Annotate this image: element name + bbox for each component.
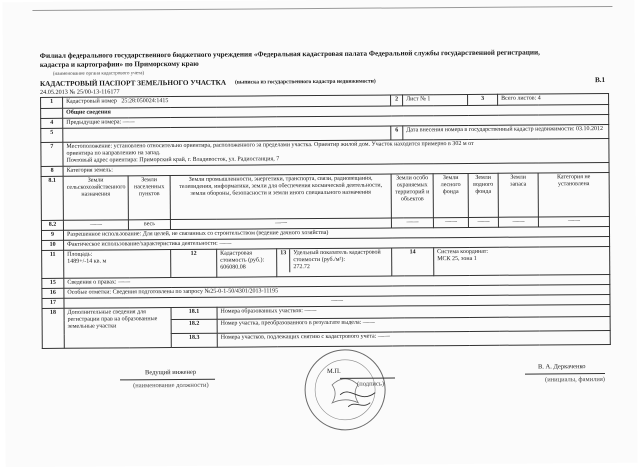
formed-parcels-value: —— bbox=[304, 308, 317, 315]
cell-num: 12 bbox=[171, 249, 217, 277]
cost-label: Кадастровая стоимость (руб.): bbox=[220, 250, 265, 264]
sheet-number bbox=[403, 94, 468, 105]
entry-date-value: 03.10.2012 bbox=[575, 126, 603, 133]
special-notes: Особые отметки: Сведения подготовлены по запросу №25-0-1-50/4301/2013-11195 bbox=[64, 284, 610, 298]
removed-parcels-label: Номера участков, подлежащих снятию с кадастрового учета: bbox=[220, 333, 377, 341]
general-header: Общие сведения bbox=[63, 104, 609, 118]
entry-date bbox=[403, 124, 609, 139]
total-label: Всего листов: bbox=[501, 95, 537, 102]
coord-value: МСК 25, зона 1 bbox=[437, 255, 477, 263]
row-num: 15 bbox=[42, 278, 64, 288]
document-page bbox=[2, 0, 637, 467]
doc-title: КАДАСТРОВЫЙ ПАСПОРТ ЗЕМЕЛЬНОГО УЧАСТКА bbox=[39, 78, 227, 88]
org-line-1: Филиал федерального государственного бюджетного учреждения «Федеральная кадастровая палата Федеральной службы государственной регистрации, bbox=[39, 48, 540, 60]
category-value: —— bbox=[538, 216, 609, 226]
specific-cost-label: Удельный показатель кадастровой стоимости (руб./м²): bbox=[293, 249, 381, 264]
signer-position: Ведущий инженер bbox=[144, 368, 197, 377]
row-num: 4 bbox=[41, 118, 63, 128]
org-caption: (наименование органа кадастрового учета) bbox=[52, 71, 145, 77]
row-num: 6 bbox=[391, 126, 403, 140]
date-number: 24.05.2013 № 25/00-13-116177 bbox=[39, 88, 120, 96]
category-header: Категория не установлена bbox=[538, 172, 609, 216]
cadastral-cost bbox=[217, 249, 277, 277]
category-value: —— bbox=[433, 217, 468, 227]
row-num: 10 bbox=[42, 240, 64, 250]
location-line-1: Местоположение: установлено относительно ориентира, расположенного за пределами участка. Ориентир жилой дом. Участок находится примерно в 302 м от bbox=[66, 140, 474, 150]
sheet-num-cell: 2 bbox=[391, 95, 403, 106]
removed-parcels bbox=[217, 330, 610, 347]
category-value: —— bbox=[468, 217, 498, 227]
category-header: Земли особо охраняемых территорий и объектов bbox=[391, 174, 433, 218]
row-num: 8.1 bbox=[41, 176, 63, 220]
official-seal bbox=[300, 345, 391, 436]
category-header: Земли запаса bbox=[498, 173, 538, 217]
coordinate-system bbox=[434, 246, 610, 275]
cell-13-wrap bbox=[277, 248, 392, 277]
row-num: 18 bbox=[42, 308, 64, 348]
name-line bbox=[525, 373, 605, 375]
additional-info-label: Дополнительные сведения для регистрации прав на образованные земельные участки bbox=[64, 308, 171, 349]
category-value: весь bbox=[128, 220, 170, 230]
sub-row-num: 18.3 bbox=[171, 333, 217, 347]
previous-numbers-label: Предыдущие номера: bbox=[66, 119, 122, 126]
total-value: 4 bbox=[537, 95, 541, 102]
row-num: 8 bbox=[41, 166, 63, 176]
row-num: 9 bbox=[41, 230, 63, 240]
transformed-parcel-label: Номер участка, преобразованного в результате выдела: bbox=[220, 319, 362, 327]
category-header: Земли населенных пунктов bbox=[128, 176, 170, 220]
cell-num: 13 bbox=[277, 249, 290, 272]
transformed-parcel-value: —— bbox=[362, 319, 375, 326]
sub-row-num: 18.2 bbox=[171, 319, 217, 333]
rights-value: —— bbox=[118, 279, 131, 286]
row-8-1 bbox=[41, 172, 609, 220]
actual-use-label: Фактическое использование/характеристика деятельности: bbox=[67, 240, 218, 248]
org-line-2: кадастра и картографии» по Приморскому краю bbox=[39, 59, 199, 69]
signer-name: В. А. Деркаченко bbox=[537, 363, 586, 371]
area bbox=[64, 250, 171, 279]
category-header: Земли промышленности, энергетики, транспорта, связи, радиовещания, телевидения, информатики, земли для обеспечения космической деятельности, земли обороны, безопасности и земли иного специального назначения bbox=[170, 174, 391, 220]
category-header: Земли водного фонда bbox=[468, 173, 498, 217]
coord-label: Система координат: bbox=[437, 248, 489, 256]
position-line bbox=[120, 379, 215, 381]
sheet-value: 1 bbox=[427, 96, 431, 103]
row-num: 1 bbox=[41, 97, 63, 108]
formed-parcels-label: Номера образованных участков: bbox=[220, 308, 303, 315]
area-label: Площадь: bbox=[67, 251, 93, 258]
doc-subtitle: (выписка из государственного кадастра недвижимости) bbox=[234, 78, 376, 86]
land-category-label: Категория земель: bbox=[63, 162, 609, 176]
total-sheets bbox=[498, 93, 609, 105]
category-value: —— bbox=[498, 217, 538, 227]
sheet-label: Лист № bbox=[406, 96, 426, 103]
postal-address: Почтовый адрес ориентира: Приморский край, г. Владивосток, ул. Радиостанция, 7 bbox=[66, 156, 280, 164]
row-num: 17 bbox=[42, 298, 64, 308]
row-num: 5 bbox=[41, 128, 63, 142]
location-line-2: ориентира по направлению на запад. bbox=[66, 150, 161, 157]
area-value: 1489+/-14 кв. м bbox=[67, 258, 107, 265]
row-num: 8.2 bbox=[41, 220, 63, 230]
category-header: Земли лесного фонда bbox=[433, 173, 468, 217]
previous-numbers-value: —— bbox=[122, 119, 135, 126]
sub-row-num: 18.1 bbox=[171, 307, 217, 319]
row-11 bbox=[42, 246, 610, 278]
sign-caption: (подпись) bbox=[357, 380, 385, 388]
permitted-use: Разрешенное использование: Для целей, не связанных со строительством (ведение дачного хозяйства) bbox=[63, 226, 609, 240]
category-value: —— bbox=[391, 218, 433, 228]
row-17-value: —— bbox=[64, 294, 610, 308]
name-caption: (инициалы, фамилия) bbox=[545, 376, 605, 384]
cad-label: Кадастровый номер bbox=[66, 98, 117, 105]
category-value: —— bbox=[63, 220, 128, 230]
specific-cost bbox=[290, 249, 391, 273]
cad-value: 25:28:050024:1415 bbox=[121, 98, 169, 105]
row-num: 11 bbox=[42, 250, 64, 278]
cell-num: 14 bbox=[392, 248, 434, 276]
row-num: 7 bbox=[41, 142, 63, 166]
seal-mp: М.П. bbox=[326, 367, 341, 375]
position-caption: (наименование должности) bbox=[133, 381, 209, 390]
specific-cost-value: 272.72 bbox=[293, 264, 310, 271]
actual-use-value: —— bbox=[219, 240, 232, 247]
removed-parcels-value: —— bbox=[377, 333, 390, 340]
entry-date-label: Дата внесения номера в государственный кадастр недвижимости: bbox=[406, 126, 575, 134]
passport-table bbox=[40, 93, 611, 349]
category-value: —— bbox=[170, 218, 391, 230]
form-code: В.1 bbox=[594, 76, 606, 85]
total-num-cell: 3 bbox=[468, 94, 498, 105]
rights-label: Сведения о правах: bbox=[67, 279, 117, 286]
top-edge-line bbox=[32, 6, 612, 11]
row-num: 16 bbox=[42, 288, 64, 298]
category-header: Земли сельскохозяйственного назначения bbox=[63, 176, 128, 220]
cost-value: 606080.08 bbox=[220, 264, 246, 271]
